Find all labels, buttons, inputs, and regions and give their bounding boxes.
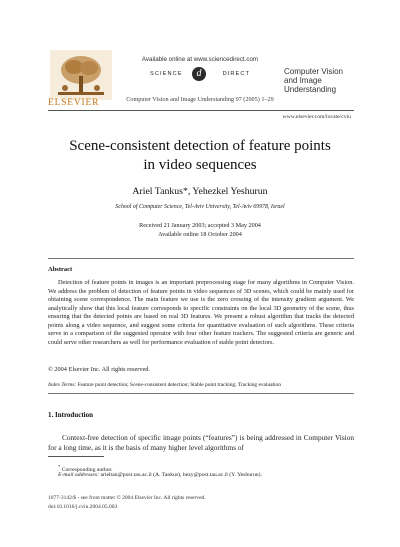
- available-online-text: Available online at www.sciencedirect.com: [141, 56, 259, 63]
- footnote-label-text: Corresponding author.: [61, 466, 113, 473]
- section-heading: 1. Introduction: [48, 411, 93, 419]
- abstract-body: [48, 279, 354, 347]
- abstract-heading: Abstract: [48, 266, 73, 273]
- article-title-line: in video sequences: [143, 157, 257, 173]
- author-affiliation: School of Computer Science, Tel-Aviv University, Tel-Aviv 69978, Israel: [115, 204, 285, 210]
- journal-brand: [284, 67, 343, 94]
- footnote-emails-text[interactable]: arieltan@post.tau.ac.il (A. Tankus), hezy@post.tau.ac.il (Y. Yeshurun).: [100, 472, 262, 478]
- footnote-rule: [48, 456, 104, 457]
- sciencedirect-left-text: SCIENCE: [150, 71, 183, 77]
- journal-brand-line: Understanding: [284, 85, 337, 94]
- abstract-paragraph: Detection of feature points in images is an important preprocessing stage for many algorithms in Computer Vision. We address the problem of detection of feature points in video sequences of 3D scenes, which could be mainly used for obtaining scene correspondence. The main feature we use is the zero crossing of the intensity gradient argument. We analytically show that this local feature corresponds to specific constraints on the local 3D geometry of the scene, thus ensuring that the detected points are based on real 3D features. We present a robust algorithm that tracks the detected points along a video sequence, and suggest some criteria for quantitative evaluation of such algorithms. These criteria serve in a comparison of the suggested operator with four other feature trackers. The suggested criteria are generic and could serve other researchers as well for performance evaluation of stable point detectors.: [48, 279, 354, 346]
- received-date: Received 21 January 2003; accepted 3 May 2004: [139, 222, 261, 229]
- issn-line: 1077-3142/$ - see front matter © 2004 Elsevier Inc. All rights reserved.: [48, 495, 206, 501]
- journal-citation: Computer Vision and Image Understanding 97 (2005) 1–29: [126, 96, 274, 103]
- section-body: [48, 433, 354, 453]
- abstract-bottom-rule: [48, 393, 354, 394]
- footnote-marker: *: [58, 464, 61, 469]
- journal-brand-line: and Image: [284, 76, 322, 85]
- publisher-name: ELSEVIER: [48, 98, 100, 108]
- index-terms-label: Index Terms:: [48, 382, 77, 388]
- available-date: Available online 18 October 2004: [158, 230, 242, 238]
- sciencedirect-logo: [150, 67, 250, 83]
- header-divider: [48, 110, 354, 111]
- sciencedirect-mark-icon: d: [192, 67, 206, 81]
- journal-url-link[interactable]: www.elsevier.com/locate/cviu: [282, 114, 351, 120]
- article-title-line: Scene-consistent detection of feature points: [69, 138, 331, 154]
- footnote-emails: [58, 472, 262, 478]
- article-dates: [0, 222, 400, 239]
- index-terms-list: Feature point detection; Scene-consistent detection; Stable point tracking; Tracking evaluation: [77, 382, 281, 388]
- article-authors: Ariel Tankus*, Yehezkel Yeshurun: [132, 186, 268, 197]
- index-terms: [48, 382, 358, 388]
- abstract-top-rule: [48, 258, 354, 259]
- sciencedirect-right-text: DIRECT: [222, 71, 250, 77]
- footnote-emails-label: E-mail addresses:: [58, 472, 100, 478]
- doi-link[interactable]: doi:10.1016/j.cviu.2004.05.003: [48, 504, 118, 510]
- abstract-copyright: © 2004 Elsevier Inc. All rights reserved.: [48, 366, 151, 373]
- section-paragraph: Context-free detection of specific image points (“features”) is being addressed in Computer Vision for a long time, as it is the basis of many higher level algorithms of: [48, 433, 354, 452]
- article-title: [0, 137, 400, 175]
- journal-brand-line: Computer Vision: [284, 67, 343, 76]
- elsevier-tree-logo-icon: [50, 50, 112, 100]
